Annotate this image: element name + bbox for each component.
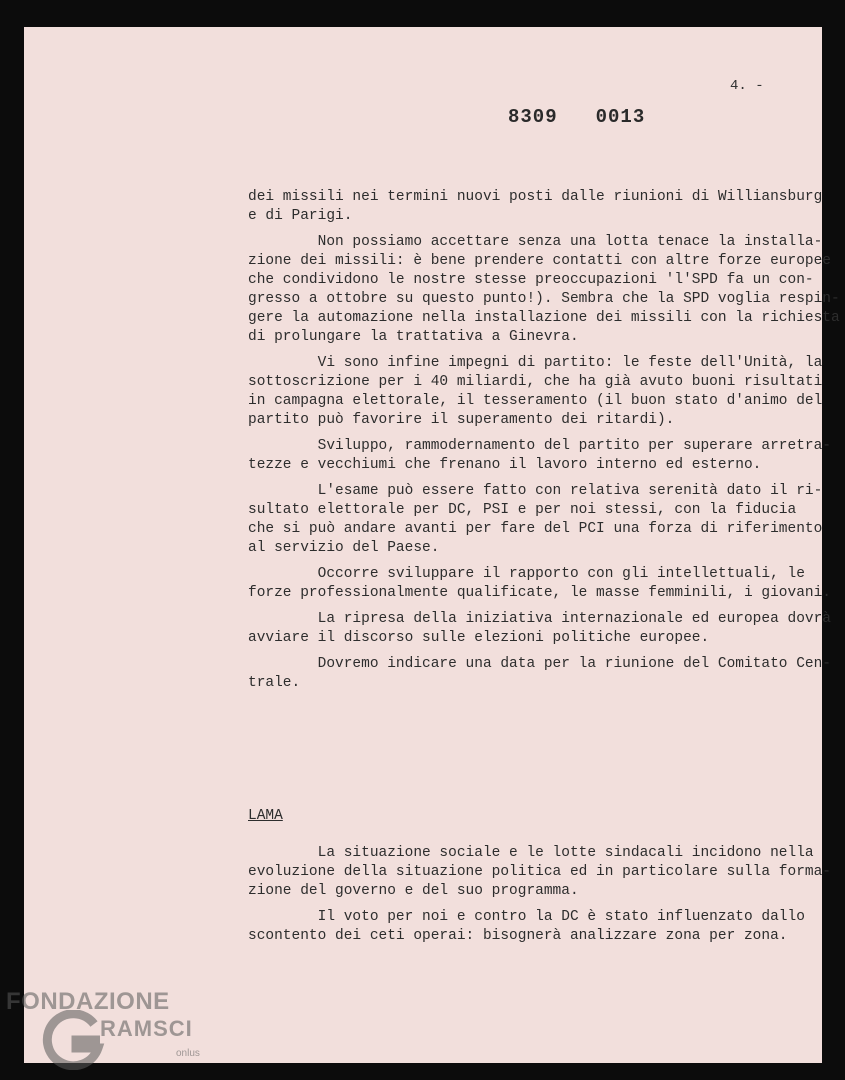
document-code-left: 8309 [508,106,558,128]
watermark-line1: FONDAZIONE [6,988,170,1015]
body-paragraph: La situazione sociale e le lotte sindacali incidono evoluzione della situazione politica ed in particolare sulla zione del governo e del suo programma. [248,845,771,899]
lama-section [248,806,805,953]
watermark-onlus: onlus [176,1048,200,1059]
page-number: 4. - [730,78,764,94]
speaker-heading: LAMA [248,808,283,824]
body-paragraph: Non possiamo accettare senza una lotta tenace la installa- zione dei missili: è bene prendere contatti con altre forze che condividono le nostre stesse preoccupazioni 'l'SPD fa un gresso a ottobre su questo punto!). Sembra che la SPD voglia gere la automazione nella installazione dei missili con la di prolungare la trattativa a Ginevra. [248,234,823,345]
document-code [508,106,645,128]
fondazione-gramsci-watermark [6,988,216,1072]
gramsci-g-icon [42,1010,106,1070]
body-paragraph: L'esame può essere fatto con relativa serenità dato il sultato elettorale per DC, PSI e per noi stessi, con la fiducia che si può andare avanti per fare del PCI una forza di riferimento al servizio del Paese. [248,483,823,556]
body-paragraph: dei missili nei termini nuovi posti dalle riunioni di Williansburg e di Parigi. [248,189,823,224]
body-paragraph: Occorre sviluppare il rapporto con gli intellettuali, forze professionalmente qualificate, le masse femminili, i [248,566,779,601]
body-paragraph: Vi sono infine impegni di partito: le feste dell'Unità, sottoscrizione per i 40 miliardi, che ha già avuto buoni risultati in campagna elettorale, il tesseramento (il buon stato d'animo partito può favorire il superamento dei ritardi). [248,355,823,428]
watermark-line2: RAMSCI [100,1016,193,1041]
body-paragraph: Dovremo indicare una data per la riunione del Comitato trale. [248,656,788,691]
document-code-right: 0013 [595,106,646,128]
body-paragraph: La ripresa della iniziativa internazionale ed europea avviare il discorso sulle elezioni politiche europee. [248,611,779,646]
document-body [248,188,823,700]
body-paragraph: Il voto per noi e contro la DC è stato influenzato dallo scontento dei ceti operai: bisognerà analizzare zona per zona. [248,909,805,944]
body-paragraph: Sviluppo, rammodernamento del partito per superare tezze e vecchiumi che frenano il lavoro interno ed esterno. [248,438,762,473]
